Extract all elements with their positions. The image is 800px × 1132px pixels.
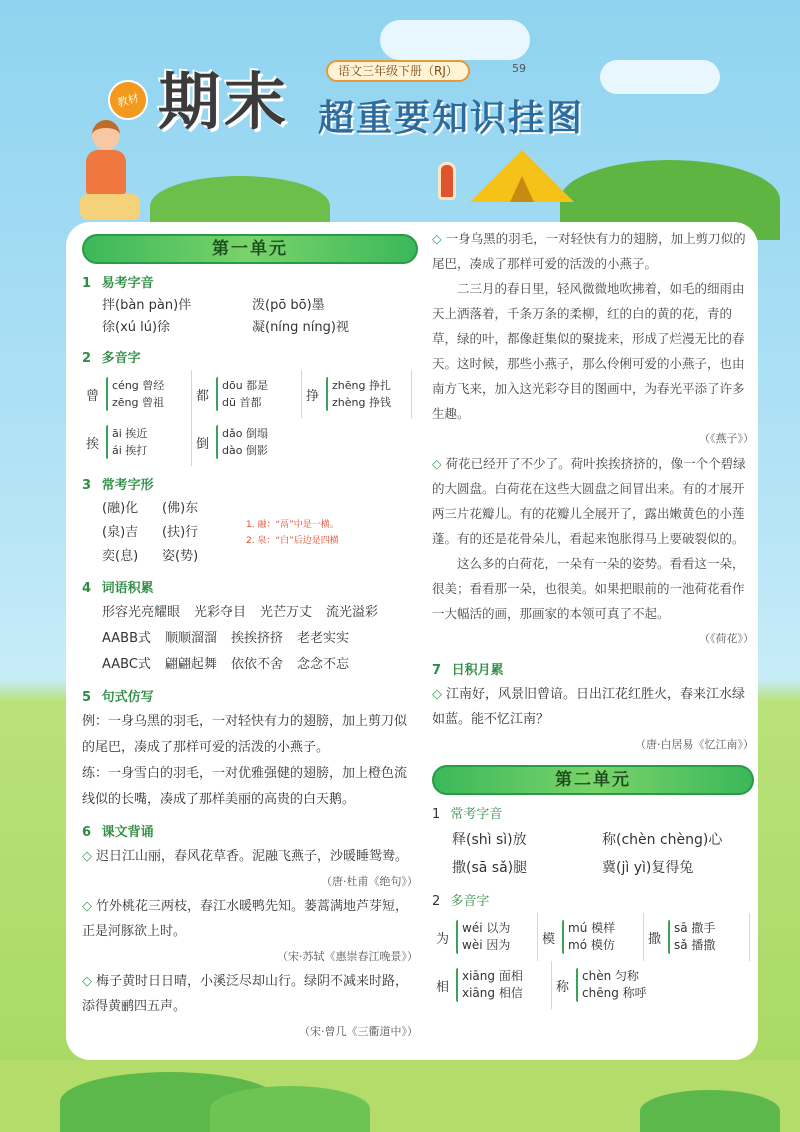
accumulation-block	[432, 682, 754, 757]
polyphone-char: 都	[196, 388, 210, 404]
char-form-item: 奕(息)	[102, 549, 139, 564]
char-form-item: (佛)东	[162, 501, 199, 516]
section-heading	[432, 890, 754, 909]
accumulation-source: （唐·白居易《忆江南》）	[635, 738, 754, 751]
word: 光芒万丈	[260, 605, 313, 620]
brace	[456, 920, 458, 954]
reading: sā 撒手	[674, 921, 716, 935]
reading: dào 倒影	[222, 444, 268, 457]
word: 顺顺溜溜	[165, 631, 218, 646]
brace	[106, 377, 108, 411]
reading: āi 挨近	[112, 427, 148, 440]
poem-text: 竹外桃花三两枝，春江水暖鸭先知。蒌蒿满地芦芽短，正是河豚欲上时。	[82, 899, 409, 939]
section-heading	[82, 686, 418, 705]
section-heading	[432, 803, 754, 822]
word: 念念不忘	[296, 657, 349, 672]
section-title: 常考字音	[450, 807, 503, 822]
reading: dǎo 倒塌	[222, 427, 268, 440]
section-title: 多音字	[101, 351, 141, 366]
unit1-banner: 第一单元	[82, 234, 418, 264]
char-form-grid	[82, 497, 222, 569]
polyphone-cell	[82, 418, 192, 466]
word: AABC式	[102, 657, 151, 672]
brace	[456, 968, 458, 1002]
pinyin-item: 徐(xú lú)徐	[102, 320, 171, 335]
section-heading	[82, 577, 418, 596]
word: 挨挨挤挤	[231, 631, 284, 646]
section-title: 常考字形	[101, 478, 154, 493]
right-column	[432, 226, 754, 1009]
polyphone-char: 模	[542, 931, 556, 947]
passage-source: （《荷花》）	[699, 632, 754, 645]
word: 流光溢彩	[326, 605, 379, 620]
child-body-illustration	[86, 150, 126, 196]
polyphone-cell	[432, 961, 552, 1009]
passage-text: 这么多的白荷花，一朵有一朵的姿势。看看这一朵，很美；看看那一朵，也很美。如果把眼前的一池荷花看作一大幅活的画，那画家的本领可真了不起。	[432, 556, 745, 621]
reading: wéi 以为	[462, 921, 511, 935]
pinyin-item: 凝(níng níng)视	[252, 320, 349, 335]
reading: mó 模仿	[568, 938, 615, 952]
poem-source: （宋·曾几《三衢道中》）	[299, 1025, 418, 1038]
cloud	[600, 60, 720, 94]
passage-text: 荷花已经开了不少了。荷叶挨挨挤挤的，像一个个碧绿的大圆盘。白荷花在这些大圆盘之间冒出来。有的才展开两三片花瓣儿。有的花瓣儿全展开了，露出嫩黄色的小莲蓬。有的还是花骨朵儿，看起来饱胀得马上要破裂似的。	[432, 456, 746, 546]
polyphone-char: 为	[436, 931, 450, 947]
section-title: 词语积累	[101, 581, 154, 596]
pinyin-item: 拌(bàn pàn)伴	[102, 298, 192, 313]
polyphone-cell	[552, 961, 672, 1009]
tent-door	[510, 176, 534, 202]
lantern-illustration	[438, 162, 456, 200]
child-head-illustration	[92, 120, 120, 150]
char-form-item: (融)化	[102, 501, 139, 516]
textbook-badge: 教材	[104, 76, 153, 125]
word-line	[102, 626, 418, 652]
section-heading	[82, 821, 418, 840]
poem-source: （宋·苏轼《惠崇春江晚景》）	[277, 950, 418, 963]
polyphone-char: 相	[436, 979, 450, 995]
polyphone-cell	[538, 913, 644, 961]
passage-text: 一身乌黑的羽毛，一对轻快有力的翅膀，加上剪刀似的尾巴，凑成了那样可爱的活泼的小燕子。	[432, 231, 746, 271]
char-form-block	[82, 497, 418, 569]
section-title: 句式仿写	[101, 690, 154, 705]
section-title: 多音字	[450, 894, 490, 909]
section-heading	[82, 272, 418, 291]
page-title: 期末	[158, 65, 291, 138]
polyphone-cell	[82, 370, 192, 418]
note-line: 1. 融：“鬲”中是一横。	[246, 520, 339, 530]
word-line	[102, 600, 418, 626]
poem-block	[82, 844, 418, 1044]
diamond-icon: ◇	[432, 456, 442, 471]
edition-label: 语文三年级下册（RJ）	[326, 60, 470, 82]
section-number: 5	[82, 690, 92, 705]
polyphone-grid	[432, 913, 754, 1009]
polyphone-cell	[644, 913, 750, 961]
polyphone-cell	[192, 370, 302, 418]
reading: ái 挨打	[112, 444, 148, 457]
section-number: 2	[82, 351, 92, 366]
char-form-item: 姿(势)	[162, 549, 199, 564]
pinyin-item: 泼(pō bō)墨	[252, 298, 325, 313]
reading: céng 曾经	[112, 379, 165, 392]
word: 光彩夺目	[194, 605, 247, 620]
polyphone-char: 倒	[196, 436, 210, 452]
pinyin-item: 冀(jì yì)复得兔	[602, 860, 694, 876]
reading: xiāng 面相	[462, 969, 523, 983]
polyphone-char: 撒	[648, 931, 662, 947]
word-line	[102, 652, 418, 678]
left-column	[82, 234, 418, 1044]
word: 老老实实	[297, 631, 350, 646]
reading: chèn 匀称	[582, 969, 640, 983]
polyphone-char: 称	[556, 979, 570, 995]
accumulation-text: 江南好，风景旧曾谙。日出江花红胜火，春来江水绿如蓝。能不忆江南？	[432, 687, 746, 727]
section-heading	[82, 474, 418, 493]
section-heading	[82, 347, 418, 366]
brace	[576, 968, 578, 1002]
diamond-icon: ◇	[432, 687, 442, 702]
recitation-燕子	[432, 226, 754, 651]
practice-sentence: 练：一身雪白的羽毛，一对优雅强健的翅膀，加上橙色流线似的长嘴，凑成了那样美丽的高贵的白天鹅。	[82, 766, 408, 807]
pinyin-row	[82, 317, 418, 339]
section-number: 7	[432, 663, 442, 678]
brace	[216, 425, 218, 459]
section-number: 3	[82, 478, 92, 493]
word-list	[82, 600, 418, 678]
unit2-banner: 第二单元	[432, 765, 754, 795]
polyphone-char: 挨	[86, 436, 100, 452]
word: 翩翩起舞	[164, 657, 217, 672]
brace	[562, 920, 564, 954]
section-number: 2	[432, 894, 441, 909]
poem-source: （唐·杜甫《绝句》）	[321, 875, 418, 888]
section-number: 4	[82, 581, 92, 596]
reading: dū 首都	[222, 396, 262, 409]
note-line: 2. 泉：“白”后边是四横	[246, 536, 339, 546]
brace	[106, 425, 108, 459]
passage-text: 二三月的春日里，轻风微微地吹拂着，如毛的细雨由天上洒落着，千条万条的柔柳，红的白的黄的花，青的草，绿的叶，都像赶集似的聚拢来，形成了烂漫无比的春天。这时候，那些小燕子，那么伶俐可爱的小燕子，也由南方飞来，加入这光彩夺目的图画中，为春光平添了许多生趣。	[432, 281, 745, 421]
pinyin-row	[432, 826, 754, 854]
reading: wèi 因为	[462, 938, 511, 952]
polyphone-char: 挣	[306, 388, 320, 404]
section-title: 课文背诵	[101, 825, 154, 840]
section-number: 1	[82, 276, 92, 291]
pinyin-row	[432, 854, 754, 882]
reading: mú 模样	[568, 921, 616, 935]
page-number: 59	[512, 62, 526, 75]
reading: chēng 称呼	[582, 986, 647, 1000]
section-heading	[432, 659, 754, 678]
reading: sǎ 播撒	[674, 938, 716, 952]
polyphone-cell	[302, 370, 412, 418]
polyphone-cell	[192, 418, 302, 466]
section-number: 6	[82, 825, 92, 840]
char-form-item: (泉)吉	[102, 525, 139, 540]
section-number: 1	[432, 807, 441, 822]
polyphone-char: 曾	[86, 388, 100, 404]
polyphone-cell	[432, 913, 538, 961]
reading: xiāng 相信	[462, 986, 523, 1000]
word: 依依不舍	[230, 657, 283, 672]
brace	[216, 377, 218, 411]
reading: zhēng 挣扎	[332, 379, 391, 392]
reading: zēng 曾祖	[112, 396, 164, 409]
diamond-icon: ◇	[82, 899, 92, 914]
section-title: 易考字音	[101, 276, 154, 291]
word: 形容光亮耀眼	[102, 605, 181, 620]
section-title: 日积月累	[451, 663, 504, 678]
brace	[668, 920, 670, 954]
diamond-icon: ◇	[82, 849, 92, 864]
poem-text: 迟日江山丽，春风花草香。泥融飞燕子，沙暖睡鸳鸯。	[96, 849, 409, 864]
pinyin-row	[82, 295, 418, 317]
example-sentence: 例：一身乌黑的羽毛，一对轻快有力的翅膀，加上剪刀似的尾巴，凑成了那样可爱的活泼的小燕子。	[82, 714, 408, 755]
pinyin-item: 撒(sā sǎ)腿	[452, 860, 528, 876]
word: AABB式	[102, 631, 151, 646]
diamond-icon: ◇	[432, 231, 442, 246]
polyphone-grid	[82, 370, 418, 466]
child-legs-illustration	[80, 194, 140, 220]
page-header	[0, 0, 800, 230]
pinyin-item: 称(chèn chèng)心	[602, 832, 723, 848]
bush	[640, 1090, 780, 1132]
pinyin-item: 释(shì sì)放	[452, 832, 527, 848]
reading: dōu 都是	[222, 379, 269, 392]
page-subtitle: 超重要知识挂图	[318, 98, 585, 139]
reading: zhèng 挣钱	[332, 396, 391, 409]
char-form-item: (扶)行	[162, 525, 199, 540]
char-form-notes	[246, 517, 339, 569]
passage-source: （《燕子》）	[699, 432, 754, 445]
poem-text: 梅子黄时日日晴，小溪泛尽却山行。绿阴不减来时路，添得黄鹂四五声。	[82, 974, 409, 1014]
brace	[326, 377, 328, 411]
bush	[210, 1086, 370, 1132]
cloud	[380, 20, 530, 60]
diamond-icon: ◇	[82, 974, 92, 989]
